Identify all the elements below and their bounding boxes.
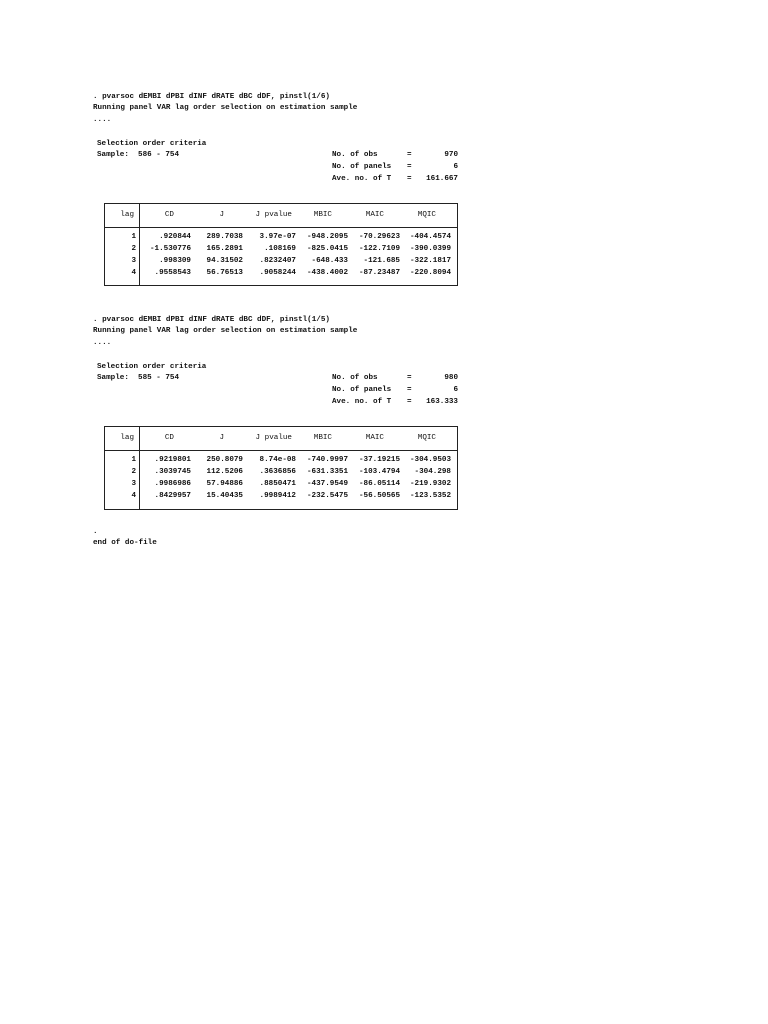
running-line: Running panel VAR lag order selection on estimation sample [93,327,358,335]
cd-value: -1.530776 [149,245,191,253]
stat-label: No. of obs [332,151,378,159]
stat-value: 6 [453,163,458,171]
column-header: CD [164,434,174,442]
jpvalue-value: .9058244 [259,269,296,277]
column-header: lag [120,434,134,442]
column-header: MAIC [365,434,384,442]
lag-value: 4 [131,269,136,277]
mbic-value: -648.433 [311,257,348,265]
footer-dot: . [93,528,98,536]
maic-value: -121.685 [363,257,400,265]
maic-value: -86.05114 [358,480,400,488]
column-header: CD [164,211,174,219]
mbic-value: -438.4002 [306,269,348,277]
mqic-value: -404.4574 [409,233,451,241]
j-value: 112.5206 [206,468,243,476]
stat-label: No. of obs [332,374,378,382]
stat-value: 980 [444,374,458,382]
mbic-value: -948.2095 [306,233,348,241]
dots-line: .... [93,339,112,347]
maic-value: -37.19215 [358,456,400,464]
stat-value: 163.333 [426,398,458,406]
mbic-value: -825.0415 [306,245,348,253]
lag-value: 1 [131,456,136,464]
column-header: lag [120,211,134,219]
jpvalue-value: .108169 [264,245,296,253]
stat-eq: = [407,151,412,159]
stat-value: 161.667 [426,175,458,183]
j-value: 250.8079 [206,456,243,464]
maic-value: -56.50565 [358,492,400,500]
stat-value: 970 [444,151,458,159]
column-header: MAIC [365,211,384,219]
sample-label: Sample: 585 - 754 [97,374,180,382]
mqic-value: -304.9503 [409,456,451,464]
maic-value: -103.4794 [358,468,400,476]
mbic-value: -437.9549 [306,480,348,488]
stat-label: Ave. no. of T [332,398,392,406]
cd-value: .920844 [159,233,191,241]
jpvalue-value: .8232407 [259,257,296,265]
lag-value: 3 [131,257,136,265]
column-header: MQIC [417,434,436,442]
criteria-title: Selection order criteria [97,363,207,371]
mqic-value: -220.8094 [409,269,451,277]
table-divider [104,227,457,228]
mqic-value: -219.9302 [409,480,451,488]
j-value: 94.31502 [206,257,243,265]
cd-value: .8429957 [154,492,191,500]
j-value: 289.7038 [206,233,243,241]
sample-label: Sample: 586 - 754 [97,151,180,159]
jpvalue-value: .8850471 [259,480,296,488]
lag-value: 4 [131,492,136,500]
column-header: J [219,434,224,442]
criteria-title: Selection order criteria [97,140,207,148]
cd-value: .3039745 [154,468,191,476]
column-header: MBIC [313,211,332,219]
j-value: 15.40435 [206,492,243,500]
mbic-value: -740.9997 [306,456,348,464]
stat-label: No. of panels [332,386,392,394]
mqic-value: -322.1817 [409,257,451,265]
column-header: J [219,211,224,219]
stat-label: Ave. no. of T [332,175,392,183]
mqic-value: -390.0399 [409,245,451,253]
lag-value: 1 [131,233,136,241]
column-header: MQIC [417,211,436,219]
command-line: . pvarsoc dEMBI dPBI dINF dRATE dBC dDF, pinstl(1/5) [93,316,330,324]
cd-value: .9986986 [154,480,191,488]
maic-value: -122.7109 [358,245,400,253]
mqic-value: -123.5352 [409,492,451,500]
jpvalue-value: 3.97e-07 [259,233,296,241]
maic-value: -87.23487 [358,269,400,277]
jpvalue-value: 8.74e-08 [259,456,296,464]
lag-value: 3 [131,480,136,488]
stat-eq: = [407,374,412,382]
command-line: . pvarsoc dEMBI dPBI dINF dRATE dBC dDF, pinstl(1/6) [93,93,330,101]
stat-eq: = [407,175,412,183]
j-value: 57.94886 [206,480,243,488]
jpvalue-value: .3636856 [259,468,296,476]
stat-eq: = [407,386,412,394]
lag-value: 2 [131,245,136,253]
cd-value: .998309 [159,257,191,265]
mbic-value: -232.5475 [306,492,348,500]
j-value: 165.2891 [206,245,243,253]
running-line: Running panel VAR lag order selection on estimation sample [93,104,358,112]
stat-eq: = [407,163,412,171]
dots-line: .... [93,116,112,124]
column-header: J pvalue [255,434,292,442]
mbic-value: -631.3351 [306,468,348,476]
table-divider [104,450,457,451]
cd-value: .9219801 [154,456,191,464]
lag-value: 2 [131,468,136,476]
column-header: J pvalue [255,211,292,219]
j-value: 56.76513 [206,269,243,277]
cd-value: .9558543 [154,269,191,277]
jpvalue-value: .9989412 [259,492,296,500]
stat-value: 6 [453,386,458,394]
stat-label: No. of panels [332,163,392,171]
end-of-file-line: end of do-file [93,539,157,547]
mqic-value: -304.298 [414,468,451,476]
stat-eq: = [407,398,412,406]
column-header: MBIC [313,434,332,442]
maic-value: -70.29623 [358,233,400,241]
